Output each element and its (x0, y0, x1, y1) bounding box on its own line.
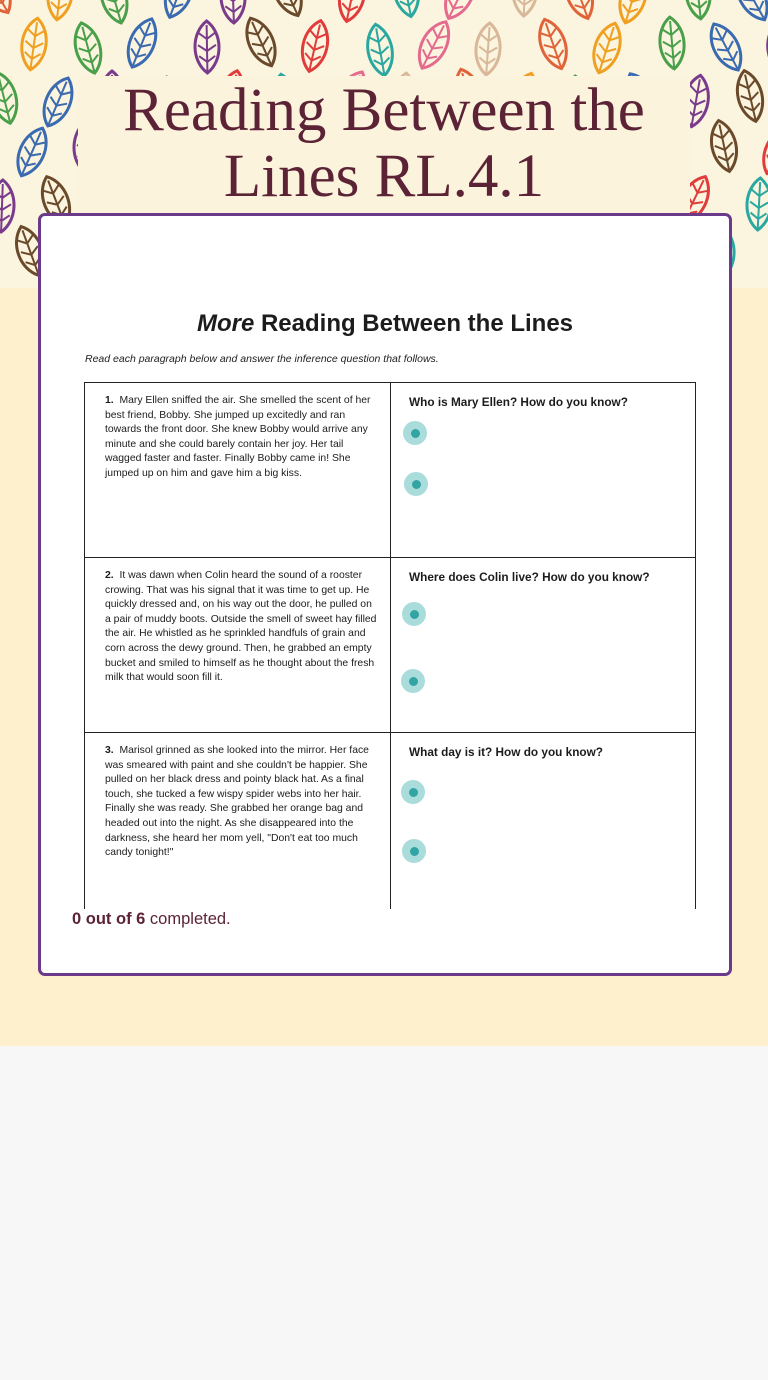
worksheet-heading (41, 310, 729, 338)
answer-hotspot-2[interactable] (404, 472, 428, 496)
answer-hotspot-5[interactable] (401, 780, 425, 804)
passage-cell (85, 558, 391, 732)
question-cell (391, 733, 695, 909)
question-text: What day is it? How do you know? (409, 745, 603, 759)
answer-hotspot-4[interactable] (401, 669, 425, 693)
worksheet-card (38, 213, 732, 976)
passage-text: Marisol grinned as she looked into the mirror. Her face was smeared with paint and she couldn't be happier. She pulled on her black dress and pointy black hat. As a final touch, she tucked a few wispy spider webs into her hair. Finally she was ready. She grabbed her orange bag and headed out into the night. As she disappeared into the darkness, she heard her mom yell, "Don't eat too much candy tonight!" (105, 745, 369, 859)
dot-icon (409, 677, 418, 686)
passage-cell (85, 383, 391, 557)
passage-cell (85, 733, 391, 909)
table-row (84, 382, 696, 557)
dot-icon (409, 788, 418, 797)
dot-icon (410, 610, 419, 619)
passage-text: Mary Ellen sniffed the air. She smelled the scent of her best friend, Bobby. She jumped up excitedly and ran towards the front door. She knew Bobby would arrive any minute and she could barely contain her joy. Her tail wagged faster and faster. Finally Bobby came in! She jumped up on him and gave him a big kiss. (105, 395, 371, 479)
page-title: Reading Between the Lines RL.4.1 (123, 77, 645, 210)
answer-hotspot-3[interactable] (402, 602, 426, 626)
dot-icon (412, 480, 421, 489)
passage-number: 2. (105, 570, 114, 581)
table-row (84, 557, 696, 732)
question-text: Who is Mary Ellen? How do you know? (409, 395, 628, 409)
answer-hotspot-1[interactable] (403, 421, 427, 445)
question-cell (391, 558, 695, 732)
worksheet-table (84, 382, 696, 909)
heading-emphasis: More (196, 310, 255, 337)
progress-suffix: completed. (145, 910, 231, 928)
dot-icon (411, 429, 420, 438)
passage-number: 3. (105, 745, 114, 756)
question-cell (391, 383, 695, 557)
answer-hotspot-6[interactable] (402, 839, 426, 863)
worksheet (41, 216, 729, 909)
question-text: Where does Colin live? How do you know? (409, 570, 650, 584)
progress-count: 0 out of 6 (72, 910, 146, 928)
passage-text: It was dawn when Colin heard the sound of a rooster crowing. That was his signal that it was time to get up. He quickly dressed and, on his way out the door, he pulled on a pair of muddy boots. Outside the smell of sweet hay filled the air. He whistled as he sprinkled handfuls of grain and corn across the dewy ground. Then, he grabbed an empty bucket and smiled to himself as he thought about the fresh milk that would soon fill it. (105, 570, 377, 684)
heading-rest: Reading Between the Lines (254, 310, 574, 337)
passage-number: 1. (105, 395, 114, 406)
progress-status (72, 910, 231, 929)
dot-icon (410, 847, 419, 856)
title-box (78, 76, 690, 216)
table-row (84, 732, 696, 909)
worksheet-instruction: Read each paragraph below and answer the inference question that follows. (85, 353, 439, 365)
